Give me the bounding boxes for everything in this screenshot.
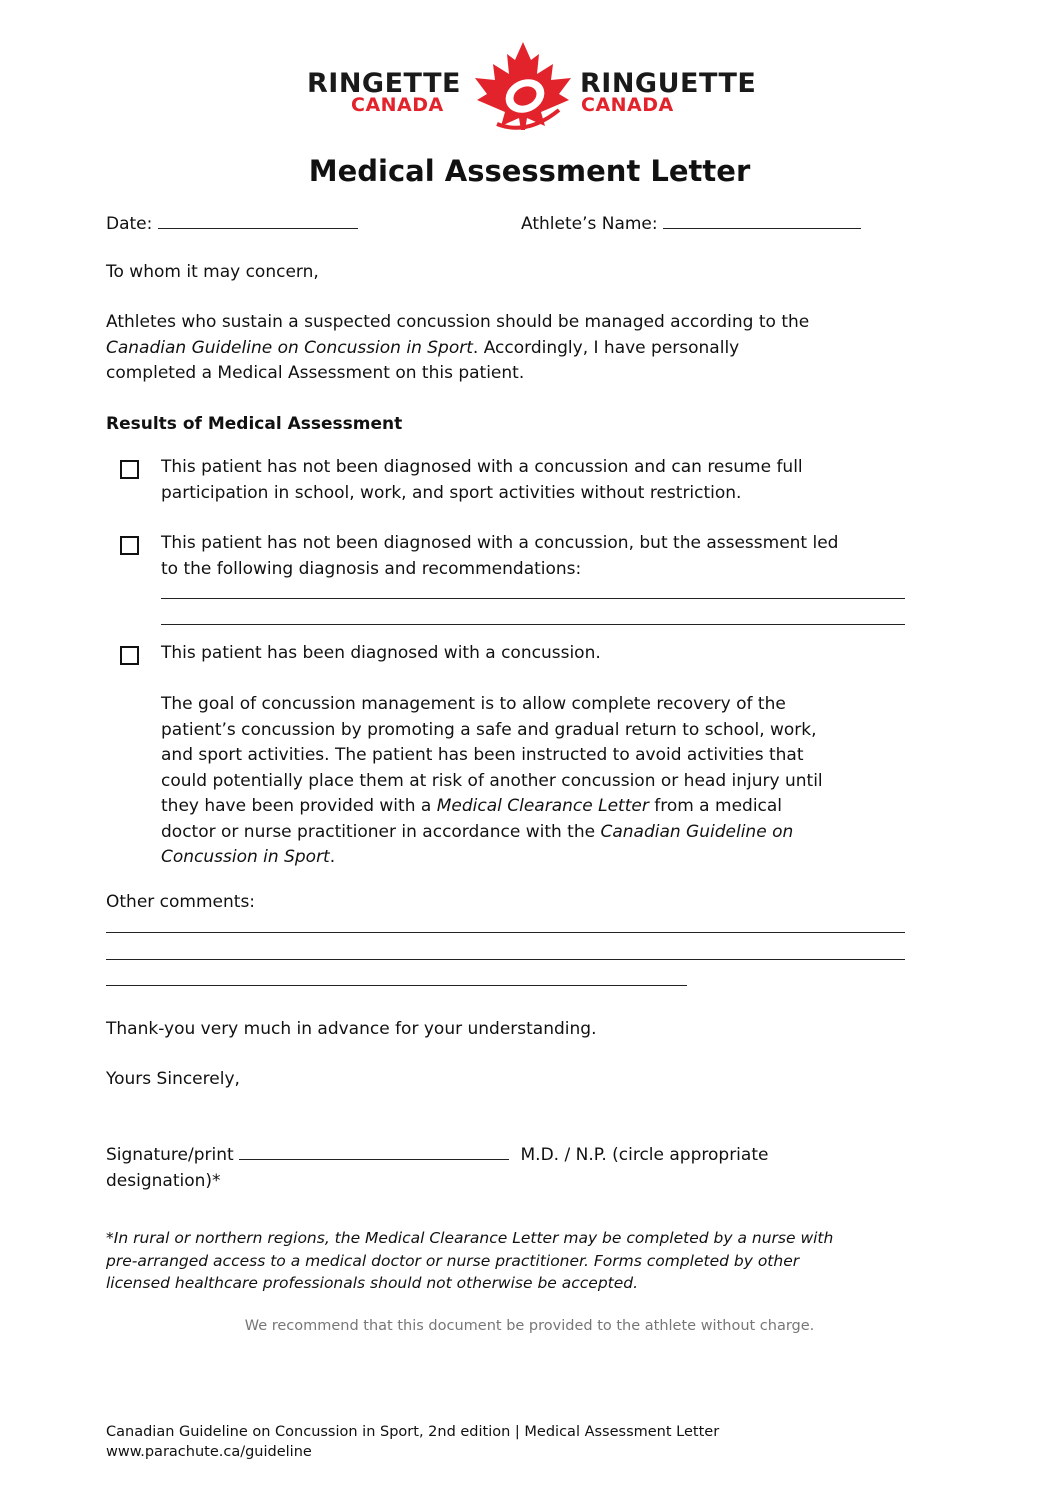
option-2-line-2: to the following diagnosis and recommendations: (161, 558, 582, 579)
signature-line-1 (106, 1143, 866, 1169)
comments-line-3[interactable] (106, 985, 687, 986)
goal-line-1: The goal of concussion management is to allow complete recovery of the (161, 694, 786, 714)
diagnosis-line-1[interactable] (161, 598, 905, 599)
intro-line-2-rest: . Accordingly, I have personally (472, 337, 740, 358)
goal-line-7 (161, 845, 921, 871)
comments-line-1[interactable] (106, 932, 905, 933)
option-1-line-2: participation in school, work, and sport activities without restriction. (161, 482, 742, 503)
closing-text: Yours Sincerely, (106, 1069, 240, 1089)
goal-line-2: patient’s concussion by promoting a safe and gradual return to school, work, (161, 719, 817, 740)
page-title: Medical Assessment Letter (308, 154, 751, 188)
option-1-text (161, 455, 921, 506)
date-field (106, 214, 358, 234)
logo-text-ringuette: RINGUETTE (580, 68, 757, 99)
footer-url[interactable]: www.parachute.ca/guideline (106, 1444, 312, 1460)
greeting: To whom it may concern, (106, 262, 319, 282)
signature-label: Signature/print (106, 1145, 234, 1165)
intro-line-1: Athletes who sustain a suspected concussion should be managed according to the (106, 312, 810, 332)
date-label: Date: (106, 214, 153, 234)
intro-paragraph (106, 310, 926, 387)
footnote-line-1 (106, 1227, 926, 1250)
logo-text-canada-fr: CANADA (581, 94, 674, 116)
goal-line-4: could potentially place them at risk of another concussion or head injury until (161, 770, 823, 791)
date-input-line[interactable] (158, 214, 358, 229)
footnote-line-2: pre-arranged access to a medical doctor or nurse practitioner. Forms completed by other (106, 1251, 800, 1270)
goal-line-5-post: from a medical (648, 796, 783, 816)
goal-line-6-italic: Canadian Guideline on (600, 821, 794, 842)
intro-line-2 (106, 336, 926, 362)
goal-line-6 (161, 820, 921, 846)
logo-text-ringette: RINGETTE (307, 68, 461, 99)
comments-line-2[interactable] (106, 959, 905, 960)
signature-block (106, 1143, 866, 1194)
other-comments-label: Other comments: (106, 892, 256, 912)
thanks-text: Thank-you very much in advance for your understanding. (106, 1019, 597, 1039)
goal-line-5-pre: they have been provided with a (161, 796, 437, 816)
athlete-name-field (521, 214, 861, 234)
goal-line-7-post: . (329, 847, 336, 867)
athlete-name-label: Athlete’s Name: (521, 214, 658, 234)
recommendation-note: We recommend that this document be provided to the athlete without charge. (244, 1318, 815, 1334)
logo-text-canada-en: CANADA (351, 94, 444, 116)
designation-text: M.D. / N.P. (circle appropriate (520, 1145, 769, 1165)
athlete-name-input-line[interactable] (663, 214, 861, 229)
designation-text-line-2: designation)* (106, 1170, 221, 1191)
option-1-checkbox[interactable] (120, 460, 139, 479)
page-footer (106, 1422, 719, 1462)
signature-input-line[interactable] (239, 1145, 509, 1160)
option-3-checkbox[interactable] (120, 646, 139, 665)
goal-line-3: and sport activities. The patient has been instructed to avoid activities that (161, 745, 804, 765)
footnote (106, 1227, 926, 1295)
diagnosis-line-2[interactable] (161, 624, 905, 625)
option-3-text: This patient has been diagnosed with a concussion. (161, 643, 601, 663)
guideline-title: Canadian Guideline on Concussion in Sport (106, 337, 473, 358)
option-2-line-1: This patient has not been diagnosed with a concussion, but the assessment led (161, 533, 839, 553)
goal-line-7-italic: Concussion in Sport (161, 847, 330, 867)
maple-leaf-icon (467, 40, 579, 132)
footer-line-1: Canadian Guideline on Concussion in Sport, 2nd edition | Medical Assessment Letter (106, 1424, 720, 1440)
footnote-asterisk: * (106, 1229, 114, 1247)
goal-paragraph (161, 692, 921, 871)
medical-clearance-letter-title: Medical Clearance Letter (436, 796, 649, 816)
footnote-line-3: licensed healthcare professionals should not otherwise be accepted. (106, 1274, 639, 1292)
footnote-line-1-text: In rural or northern regions, the Medical Clearance Letter may be completed by a nurse with (113, 1229, 834, 1247)
goal-line-6-pre: doctor or nurse practitioner in accordance with the (161, 821, 601, 842)
intro-line-3: completed a Medical Assessment on this patient. (106, 363, 525, 383)
option-1-line-1: This patient has not been diagnosed with a concussion and can resume full (161, 457, 803, 477)
option-2-checkbox[interactable] (120, 536, 139, 555)
goal-line-5 (161, 794, 921, 820)
option-2-text (161, 531, 921, 582)
results-heading: Results of Medical Assessment (106, 414, 403, 434)
